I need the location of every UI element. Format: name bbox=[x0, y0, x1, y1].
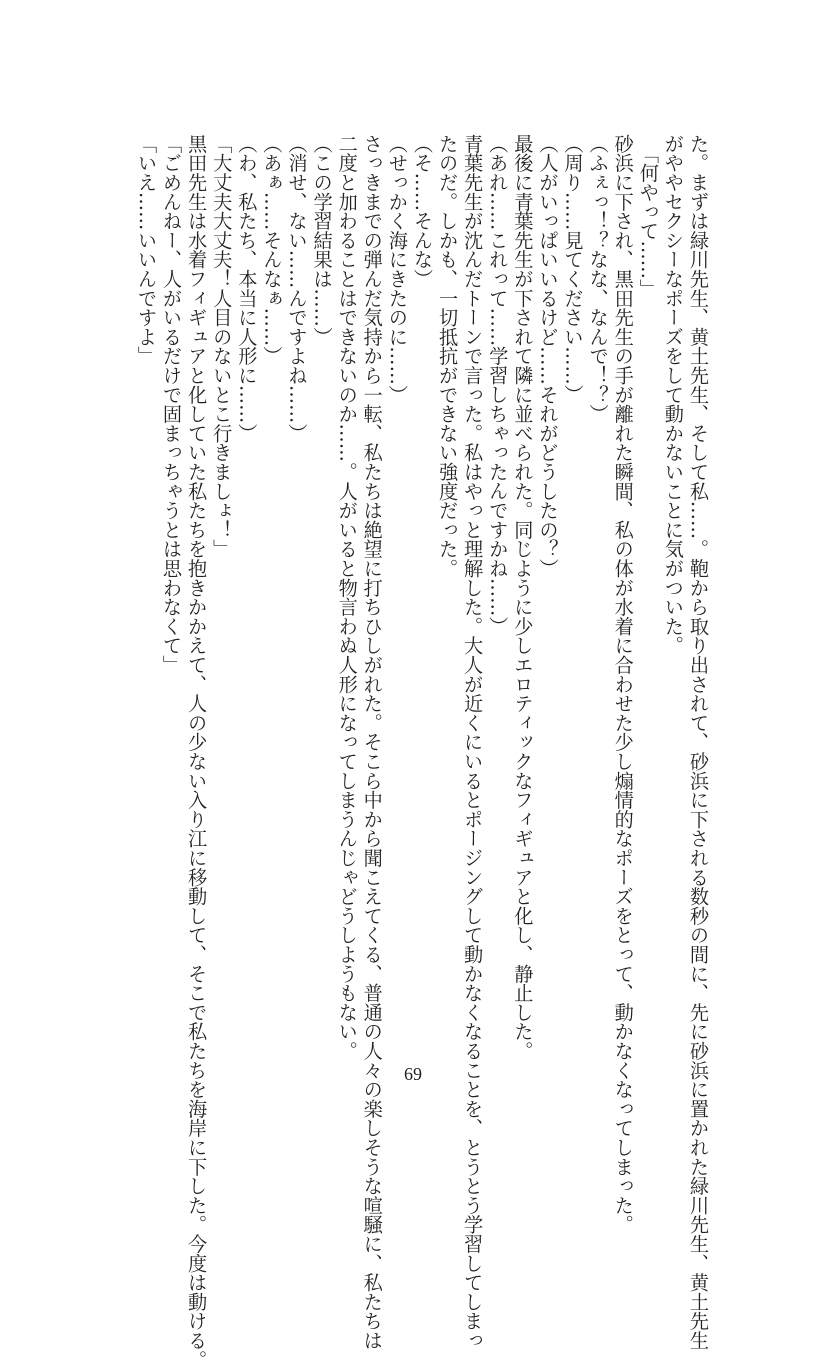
text-line: 黒田先生は水着フィギュアと化していた私たちを抱きかかえて、人の少ない入り江に移動して、そこで私たちを海岸に下した。今度は動ける。 bbox=[185, 134, 209, 1369]
text-line: 青葉先生が沈んだトーンで言った。私はやっと理解した。大人が近くにいるとポージングして動かなくなることを、とうとう学習してしまっ bbox=[461, 134, 485, 1350]
text-line: 「何やって……」 bbox=[636, 144, 660, 299]
text-line: 二度と加わることはできないのか……。人がいると物言わぬ人形になってしまうんじゃどうしようもない。 bbox=[335, 134, 359, 1061]
text-line: 最後に青葉先生が下されて隣に並べられた。同じように少しエロティックなフィギュアと化し、静止した。 bbox=[511, 134, 535, 1061]
text-line: 「ごめんねー、人がいるだけで固まっちゃうとは思わなくて」 bbox=[160, 134, 184, 675]
text-line: たのだ。しかも、一切抵抗ができない強度だった。 bbox=[436, 134, 460, 578]
text-line: （せっかく海にきたのに……） bbox=[385, 134, 409, 405]
text-line: （消せ、ない……んですよね……） bbox=[285, 134, 309, 443]
text-line: （あぁ……そんなぁ……） bbox=[260, 134, 284, 366]
text-line: 「いえ……いいんですよ」 bbox=[134, 134, 158, 366]
text-line: さっきまでの弾んだ気持から一転、私たちは絶望に打ちひしがれた。そこら中から聞こえてくる、普通の人々の楽しそうな喧騒に、私たちは bbox=[360, 134, 384, 1350]
text-line: （わ、私たち、本当に人形に……） bbox=[235, 134, 259, 443]
text-line: がややセクシーなポーズをして動かないことに気がついた。 bbox=[661, 134, 685, 656]
text-line: （あれ……これって……学習しちゃったんですかね……） bbox=[486, 134, 510, 636]
text-line: （ふぇっ！？なな、なんで！？） bbox=[586, 134, 610, 424]
text-line: （周り……見てください……） bbox=[561, 134, 585, 405]
text-line: 「大丈夫大丈夫！人目のないとこ行きましょ！」 bbox=[210, 134, 234, 559]
text-line: 砂浜に下され、黒田先生の手が離れた瞬間、私の体が水着に合わせた少し煽情的なポーズをとって、動かなくなってしまった。 bbox=[611, 134, 635, 1235]
text-line: （人がいっぱいいるけど……それがどうしたの？） bbox=[536, 134, 560, 578]
text-line: （そ……そんな） bbox=[410, 134, 434, 289]
text-line: た。まずは緑川先生、黄土先生、そして私……。鞄から取り出されて、砂浜に下される数秒の間に、先に砂浜に置かれた緑川先生、黄土先生 bbox=[687, 134, 710, 1350]
page-number: 69 bbox=[404, 1064, 422, 1084]
text-line: （この学習結果は……） bbox=[310, 134, 334, 347]
